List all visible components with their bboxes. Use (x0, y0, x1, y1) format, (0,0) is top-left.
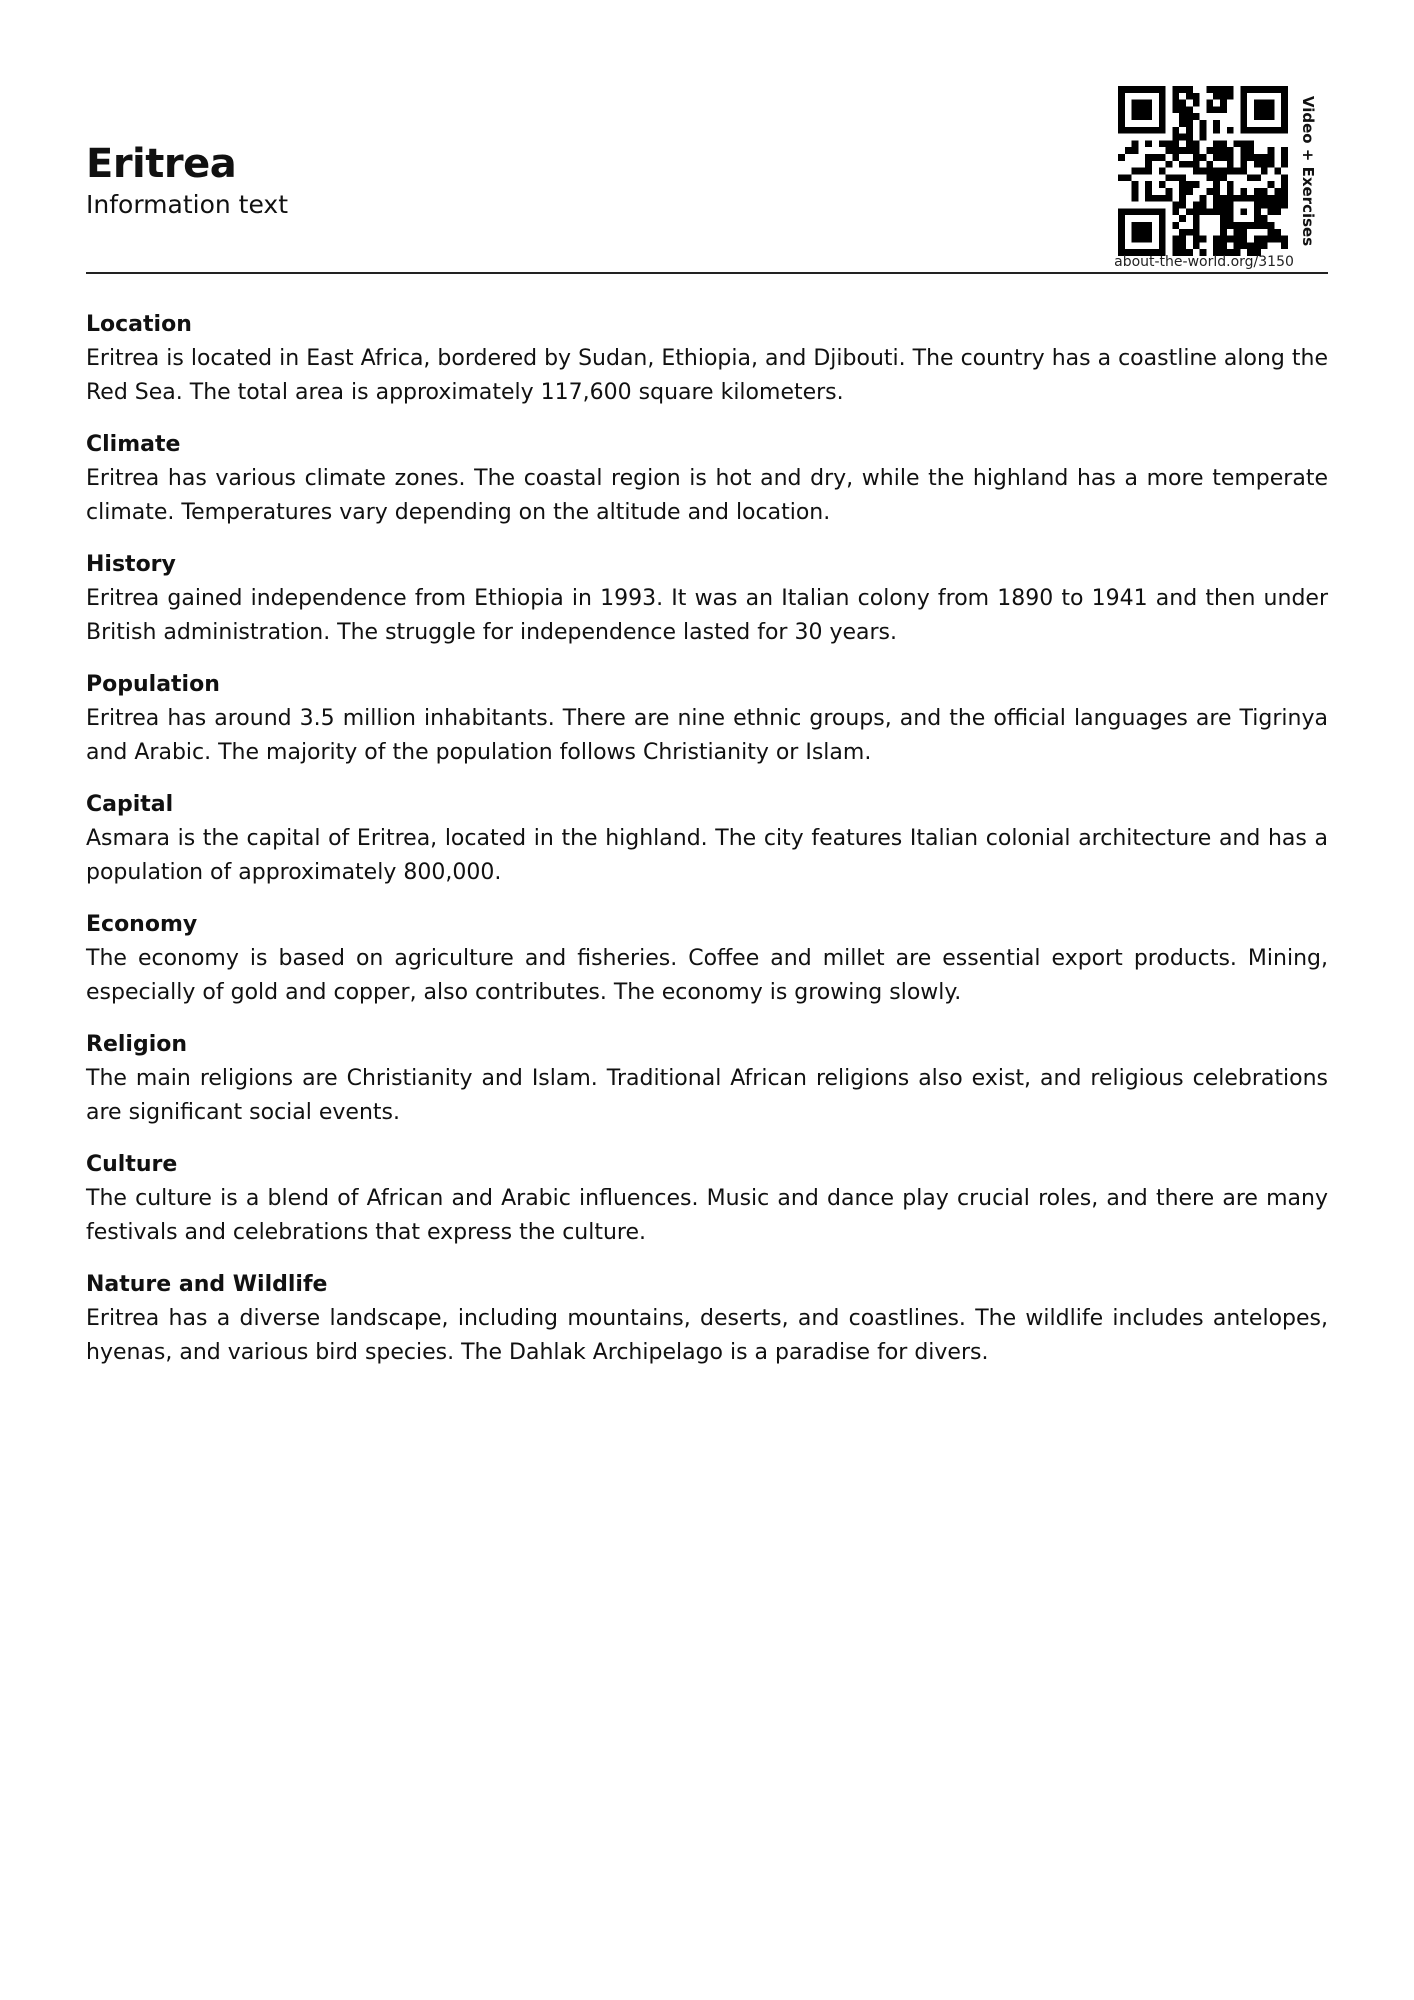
section-nature-wildlife (86, 1268, 1328, 1370)
section-history (86, 548, 1328, 650)
header-divider (86, 272, 1328, 274)
section-heading: History (86, 552, 176, 577)
section-text: Eritrea gained independence from Ethiopia in 1993. It was an Italian colony from 1890 to 1941 and then under British administration. The struggle for independence lasted for 30 years. (86, 586, 1328, 645)
section-text: The culture is a blend of African and Arabic influences. Music and dance play crucial roles, and there are many festivals and celebrations that express the culture. (86, 1186, 1328, 1245)
section-location (86, 308, 1328, 410)
section-heading: Population (86, 672, 220, 697)
section-heading: Economy (86, 912, 198, 937)
section-population (86, 668, 1328, 770)
section-religion (86, 1028, 1328, 1130)
section-heading: Location (86, 312, 192, 337)
section-heading: Climate (86, 432, 181, 457)
qr-code-icon[interactable] (1118, 86, 1288, 256)
section-text: The economy is based on agriculture and fisheries. Coffee and millet are essential export products. Mining, especially of gold and copper, also contributes. The economy is growing slowly. (86, 946, 1328, 1005)
section-heading: Culture (86, 1152, 178, 1177)
section-heading: Religion (86, 1032, 188, 1057)
section-climate (86, 428, 1328, 530)
section-capital (86, 788, 1328, 890)
page-title: Eritrea (86, 141, 237, 187)
section-culture (86, 1148, 1328, 1250)
qr-url-label[interactable]: about-the-world.org/3150 (1114, 254, 1294, 270)
section-text: The main religions are Christianity and Islam. Traditional African religions also exist, and religious celebrations are significant social events. (86, 1066, 1328, 1125)
qr-side-label: Video + Exercises (1299, 95, 1317, 247)
section-text: Eritrea has various climate zones. The coastal region is hot and dry, while the highland has a more temperate climate. Temperatures vary depending on the altitude and location. (86, 466, 1328, 525)
page-subtitle: Information text (86, 190, 289, 219)
section-economy (86, 908, 1328, 1010)
section-text: Eritrea has a diverse landscape, including mountains, deserts, and coastlines. The wildlife includes antelopes, hyenas, and various bird species. The Dahlak Archipelago is a paradise for divers. (86, 1306, 1328, 1365)
section-text: Eritrea has around 3.5 million inhabitants. There are nine ethnic groups, and the official languages are Tigrinya and Arabic. The majority of the population follows Christianity or Islam. (86, 706, 1328, 765)
section-heading: Capital (86, 792, 174, 817)
section-heading: Nature and Wildlife (86, 1272, 328, 1297)
info-content (86, 308, 1328, 1388)
page-header (86, 86, 1328, 272)
qr-side-label-box (1296, 86, 1320, 256)
section-text: Eritrea is located in East Africa, bordered by Sudan, Ethiopia, and Djibouti. The country has a coastline along the Red Sea. The total area is approximately 117,600 square kilometers. (86, 346, 1328, 405)
qr-block[interactable] (1114, 86, 1328, 272)
section-text: Asmara is the capital of Eritrea, located in the highland. The city features Italian colonial architecture and has a population of approximately 800,000. (86, 826, 1328, 885)
